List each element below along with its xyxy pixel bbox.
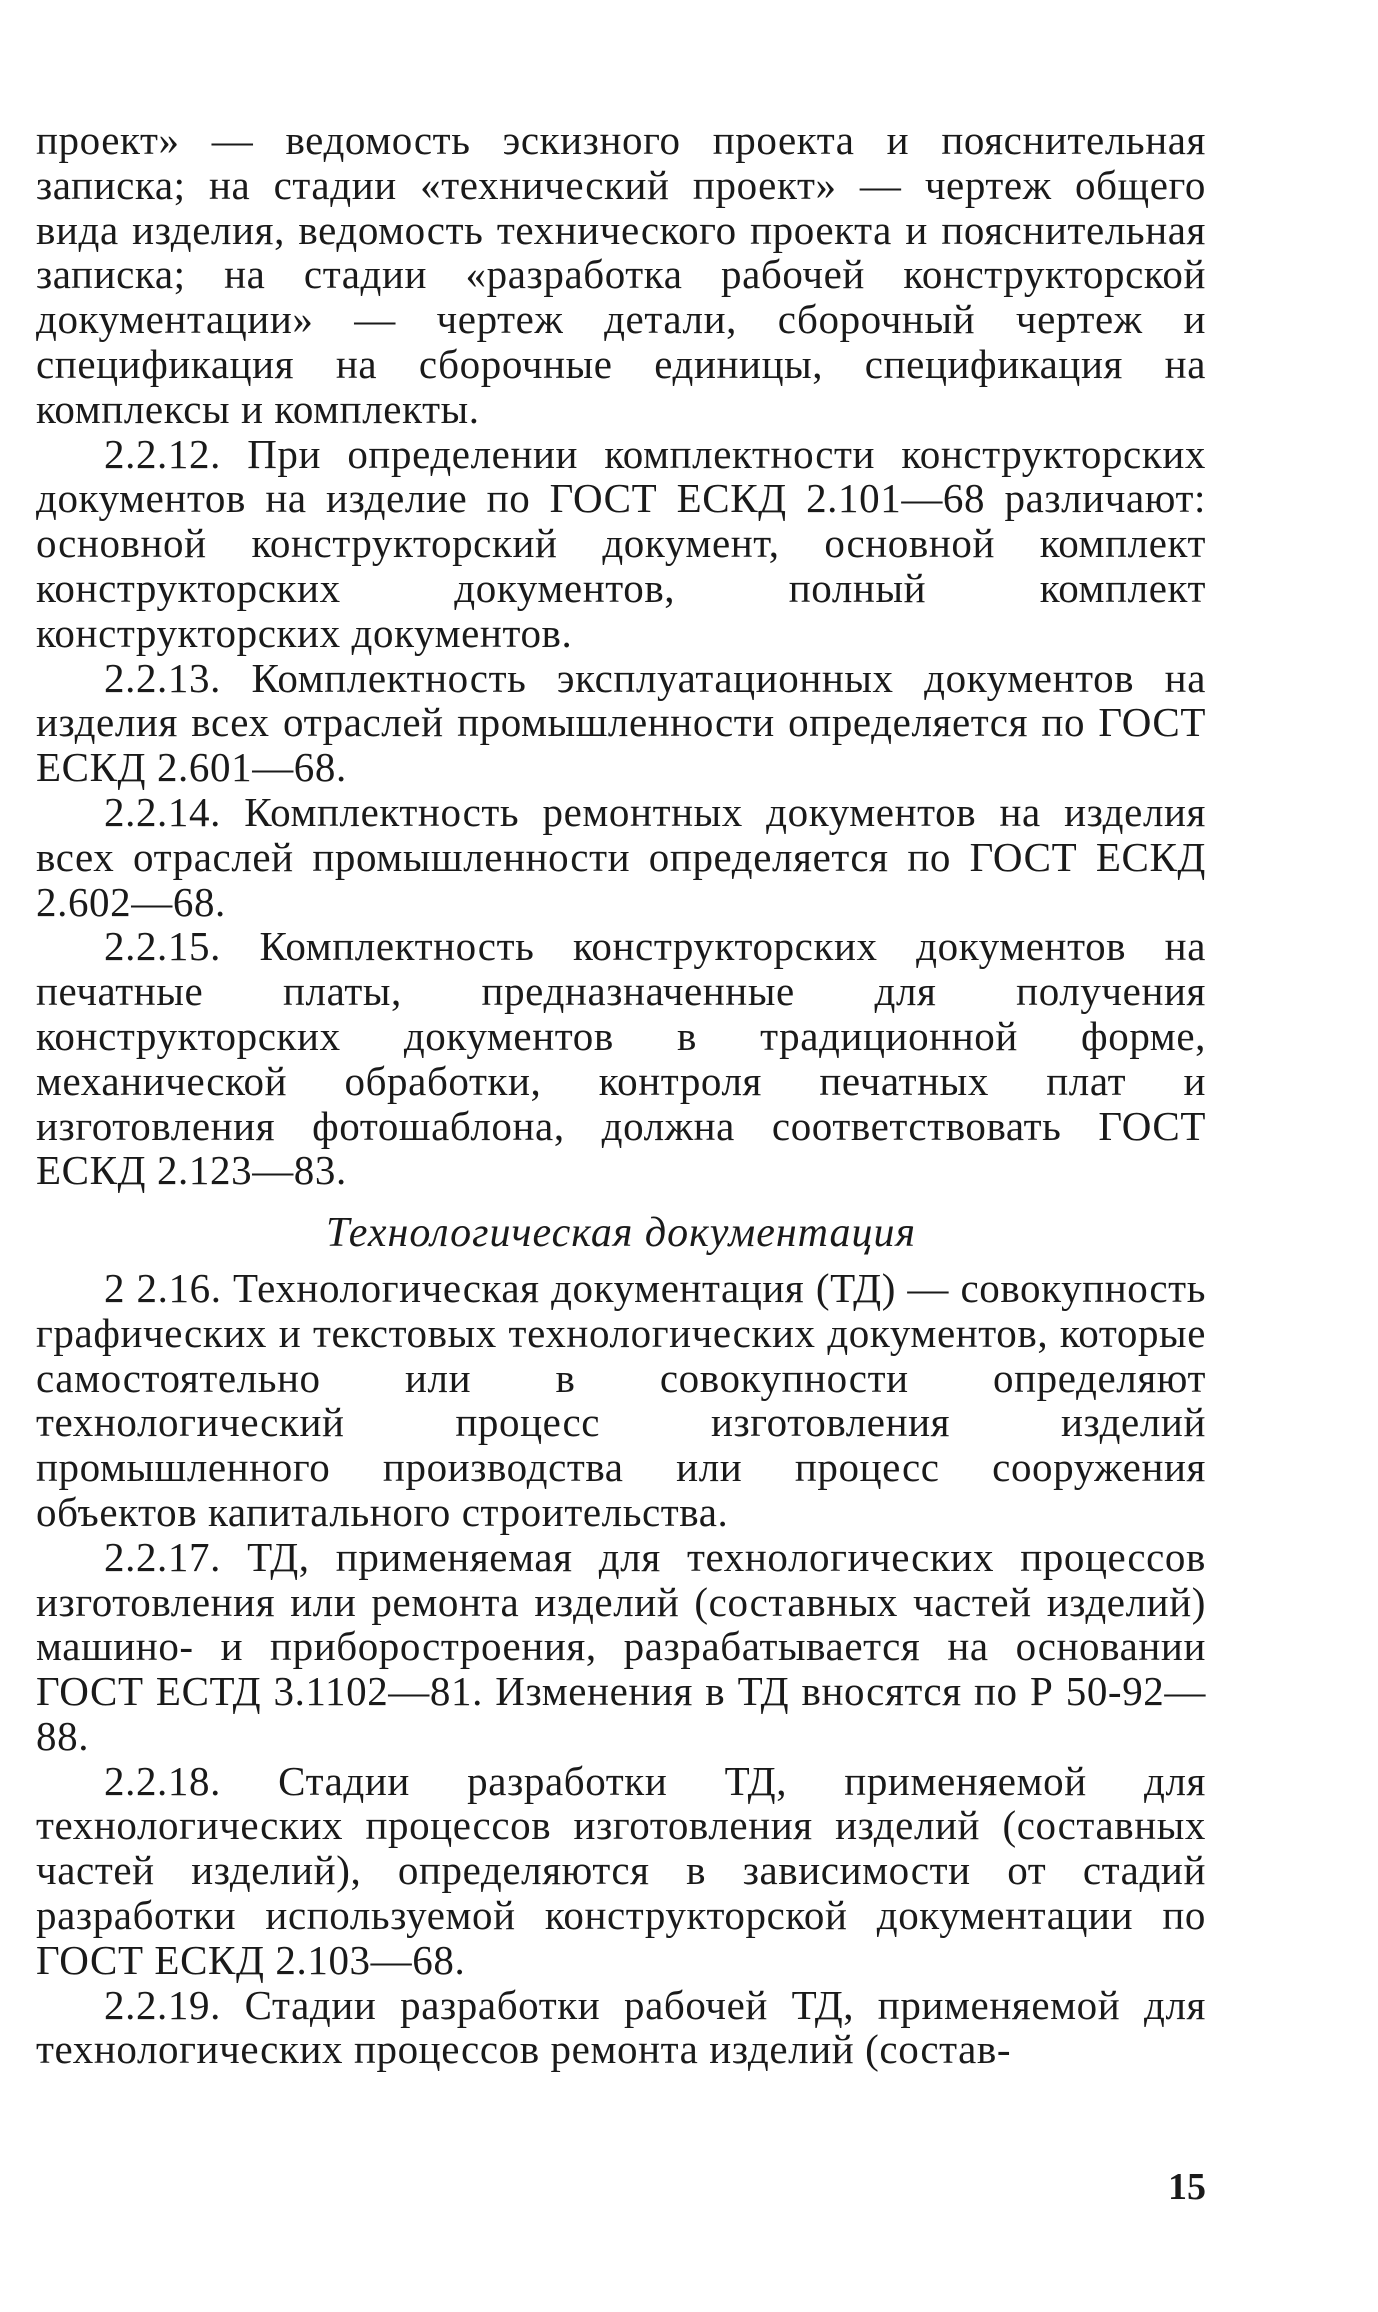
- paragraph-2-2-16: 2 2.16. Технологическая документация (ТД) — совокупность графических и текстовых технологических документов, которые самостоятельно или в совокупности определяют технологический процесс изготовления изделий промышленного производства или процесс сооружения объектов капитального строительства.: [36, 1264, 1206, 1535]
- paragraph-continuation: проект» — ведомость эскизного проекта и пояснительная записка; на стадии «технический проект» — чертеж общего вида изделия, ведомость технического проекта и пояснительная записка; на стадии «разработка рабочей конструкторской документации» — чертеж детали, сборочный чертеж и спецификация на сборочные единицы, спецификация на комплексы и комплекты.: [36, 117, 1206, 432]
- paragraph-2-2-18: 2.2.18. Стадии разработки ТД, применяемой для технологических процессов изготовления изделий (составных частей изделий), определяются в зависимости от стадий разработки используемой конструкторской документации по ГОСТ ЕСКД 2.103—68.: [36, 1757, 1206, 1983]
- page-number: 15: [1168, 2166, 1206, 2208]
- document-page: [36, 118, 1206, 2072]
- paragraph-2-2-14: 2.2.14. Комплектность ремонтных документов на изделия всех отраслей промышленности определяется по ГОСТ ЕСКД 2.602—68.: [36, 788, 1206, 925]
- paragraph-2-2-12: 2.2.12. При определении комплектности конструкторских документов на изделие по ГОСТ ЕСКД 2.101—68 различают: основной конструкторский документ, основной комплект конструкторских документов, полный комплект конструкторских документов.: [36, 430, 1206, 656]
- paragraph-2-2-19: 2.2.19. Стадии разработки рабочей ТД, применяемой для технологических процессов ремонта изделий (состав-: [36, 1981, 1206, 2073]
- paragraph-2-2-17: 2.2.17. ТД, применяемая для технологических процессов изготовления или ремонта изделий (составных частей изделий) машино- и приборостроения, разрабатывается на основании ГОСТ ЕСТД 3.1102—81. Изменения в ТД вносятся по Р 50-92—88.: [36, 1533, 1206, 1759]
- section-heading: Технологическая документация: [325, 1210, 917, 1257]
- paragraph-2-2-13: 2.2.13. Комплектность эксплуатационных документов на изделия всех отраслей промышленности определяется по ГОСТ ЕСКД 2.601—68.: [36, 654, 1206, 791]
- paragraph-2-2-15: 2.2.15. Комплектность конструкторских документов на печатные платы, предназначенные для получения конструкторских документов в традиционной форме, механической обработки, контроля печатных плат и изготовления фотошаблона, должна соответствовать ГОСТ ЕСКД 2.123—83.: [36, 923, 1206, 1194]
